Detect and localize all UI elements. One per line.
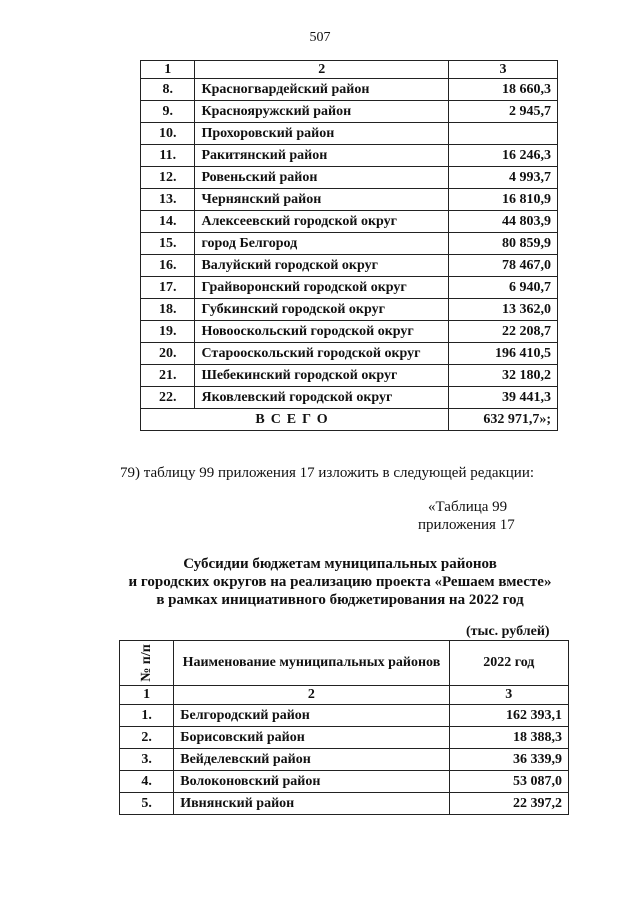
row-value: 39 441,3 (448, 387, 557, 409)
row-name: Алексеевский городской округ (195, 211, 448, 233)
table-row (141, 101, 558, 123)
table-header-row (120, 641, 569, 686)
table-row (141, 145, 558, 167)
row-value: 6 940,7 (448, 277, 557, 299)
header-cell-year: 2022 год (449, 641, 568, 686)
table-reference-line2: приложения 17 (418, 517, 515, 533)
table-reference-line1: «Таблица 99 (428, 499, 508, 515)
row-name: Вейделевский район (174, 749, 449, 771)
row-value: 16 810,9 (448, 189, 557, 211)
row-value: 22 208,7 (448, 321, 557, 343)
table-row (141, 387, 558, 409)
header-cell: 2 (195, 61, 448, 79)
row-number: 15. (141, 233, 195, 255)
row-number: 2. (120, 727, 174, 749)
row-number: 17. (141, 277, 195, 299)
header-number-text: № п/п (138, 644, 154, 682)
title-line: и городских округов на реализацию проекта «Решаем вместе» (128, 574, 552, 590)
subsidies-table (119, 640, 569, 815)
row-number: 18. (141, 299, 195, 321)
row-value: 2 945,7 (448, 101, 557, 123)
table-row (141, 79, 558, 101)
row-value: 80 859,9 (448, 233, 557, 255)
row-number: 4. (120, 771, 174, 793)
row-value: 13 362,0 (448, 299, 557, 321)
row-number: 11. (141, 145, 195, 167)
page-number: 507 (309, 30, 331, 45)
row-number: 1. (120, 705, 174, 727)
row-value: 196 410,5 (448, 343, 557, 365)
row-value: 44 803,9 (448, 211, 557, 233)
subheader-cell: 3 (449, 686, 568, 705)
total-value: 632 971,7»; (448, 409, 557, 431)
row-number: 3. (120, 749, 174, 771)
table-row (141, 299, 558, 321)
row-name: Чернянский район (195, 189, 448, 211)
row-number: 12. (141, 167, 195, 189)
row-number: 14. (141, 211, 195, 233)
header-cell: 1 (141, 61, 195, 79)
title-line: в рамках инициативного бюджетирования на 2022 год (156, 592, 524, 608)
row-number: 19. (141, 321, 195, 343)
row-name: Грайворонский городской округ (195, 277, 448, 299)
units-label: (тыс. рублей) (466, 624, 550, 639)
table-row (120, 705, 569, 727)
subheader-cell: 2 (174, 686, 449, 705)
title-line: Субсидии бюджетам муниципальных районов (183, 556, 497, 572)
row-value: 53 087,0 (449, 771, 568, 793)
table-row (120, 727, 569, 749)
table-row (141, 321, 558, 343)
row-value: 36 339,9 (449, 749, 568, 771)
table-row (141, 277, 558, 299)
total-label: ВСЕГО (141, 409, 449, 431)
table-row (120, 749, 569, 771)
row-name: Яковлевский городской округ (195, 387, 448, 409)
row-name: Валуйский городской округ (195, 255, 448, 277)
header-cell-number (120, 641, 174, 686)
row-value: 18 660,3 (448, 79, 557, 101)
table-title (0, 555, 640, 609)
table-reference (418, 498, 515, 534)
row-number: 21. (141, 365, 195, 387)
table-continuation (140, 60, 558, 431)
row-name: Краснояружский район (195, 101, 448, 123)
row-value: 32 180,2 (448, 365, 557, 387)
row-value: 162 393,1 (449, 705, 568, 727)
row-name: Белгородский район (174, 705, 449, 727)
table-subheader-row (120, 686, 569, 705)
row-name: Новооскольский городской округ (195, 321, 448, 343)
table-row (141, 211, 558, 233)
header-cell: 3 (448, 61, 557, 79)
row-name: Ивнянский район (174, 793, 449, 815)
row-name: Губкинский городской округ (195, 299, 448, 321)
table-row (120, 771, 569, 793)
table-row (141, 365, 558, 387)
row-name: Прохоровский район (195, 123, 448, 145)
row-name: Шебекинский городской округ (195, 365, 448, 387)
table-row (141, 189, 558, 211)
row-value: 4 993,7 (448, 167, 557, 189)
table-row (141, 255, 558, 277)
total-row (141, 409, 558, 431)
subheader-cell: 1 (120, 686, 174, 705)
row-number: 22. (141, 387, 195, 409)
row-number: 9. (141, 101, 195, 123)
row-number: 5. (120, 793, 174, 815)
amendment-paragraph: 79) таблицу 99 приложения 17 изложить в следующей редакции: (120, 465, 535, 481)
row-name: Красногвардейский район (195, 79, 448, 101)
row-name: Старооскольский городской округ (195, 343, 448, 365)
row-number: 10. (141, 123, 195, 145)
table-header-row (141, 61, 558, 79)
table-row (141, 167, 558, 189)
row-number: 13. (141, 189, 195, 211)
table-row (120, 793, 569, 815)
row-number: 8. (141, 79, 195, 101)
row-number: 20. (141, 343, 195, 365)
table-row (141, 343, 558, 365)
row-name: Ракитянский район (195, 145, 448, 167)
row-value: 18 388,3 (449, 727, 568, 749)
row-value: 22 397,2 (449, 793, 568, 815)
row-value: 78 467,0 (448, 255, 557, 277)
row-name: Борисовский район (174, 727, 449, 749)
header-cell-name: Наименование муниципальных районов (174, 641, 449, 686)
row-name: город Белгород (195, 233, 448, 255)
row-name: Волоконовский район (174, 771, 449, 793)
table-row (141, 123, 558, 145)
row-number: 16. (141, 255, 195, 277)
table-row (141, 233, 558, 255)
row-value (448, 123, 557, 145)
row-name: Ровеньский район (195, 167, 448, 189)
row-value: 16 246,3 (448, 145, 557, 167)
